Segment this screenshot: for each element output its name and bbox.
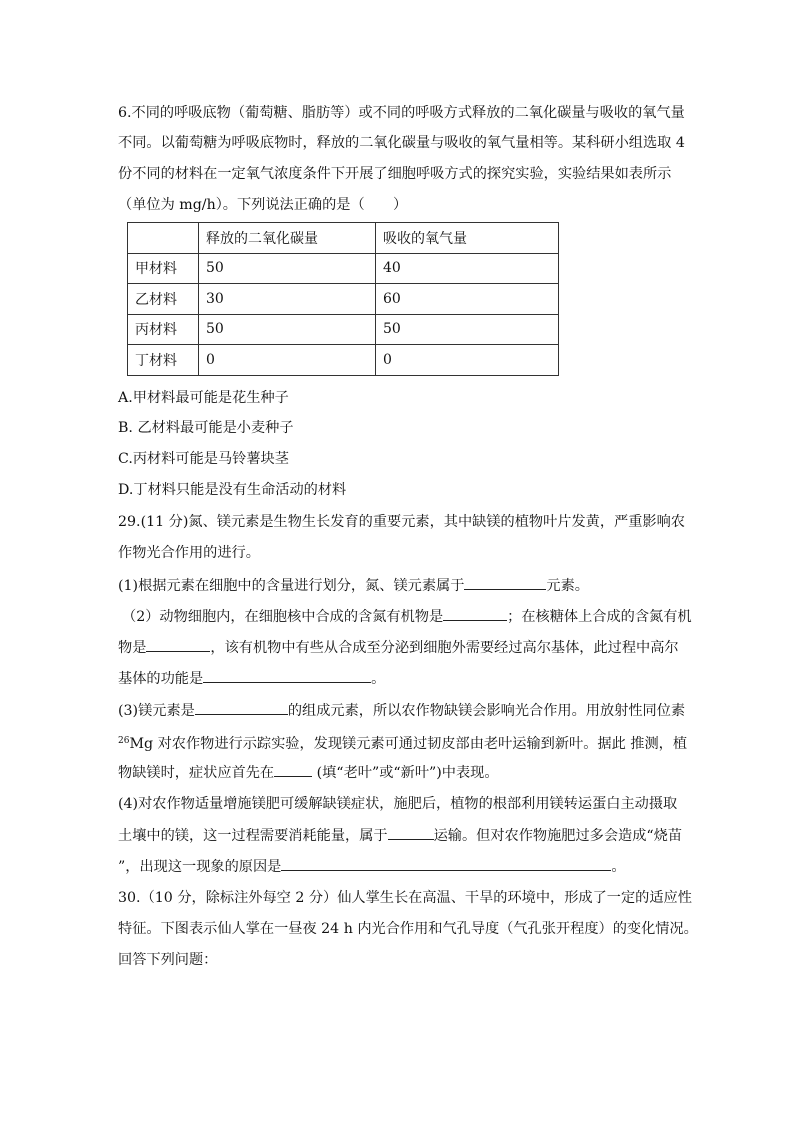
q29-part-2-text: 物是	[118, 640, 147, 656]
q6-option-c: C.丙材料可能是马铃薯块茎	[118, 451, 289, 467]
q29-part-3-text: 的组成元素，所以农作物缺镁会影响光合作用。用放射性同位素	[287, 703, 686, 719]
q30-line-3: 回答下列问题：	[118, 952, 218, 968]
q29-part-3-line-2	[118, 731, 687, 754]
q29-part-2-line-2	[118, 637, 679, 658]
q29-part-1-text: (1)根据元素在细胞中的含量进行划分，氮、镁元素属于	[118, 578, 465, 594]
q6-line-3: 份不同的材料在一定氧气浓度条件下开展了细胞呼吸方式的探究实验，实验结果如表所示	[118, 166, 672, 182]
table-cell: 0	[199, 345, 376, 376]
q29-line-1: 29.(11 分)氮、镁元素是生物生长发育的重要元素，其中缺镁的植物叶片发黄，严重影响农	[118, 514, 685, 530]
q29-part-2-text: 基体的功能是	[118, 671, 204, 687]
table-cell: 60	[376, 284, 559, 315]
table-cell: 丙材料	[128, 314, 199, 345]
q30-line-1: 30.（10 分，除标注外每空 2 分）仙人掌生长在高温、干旱的环境中，形成了一定的适应性	[118, 890, 692, 906]
table-cell: 50	[199, 253, 376, 284]
table-cell: 40	[376, 253, 559, 284]
table-row	[128, 284, 559, 315]
q6-line-4: （单位为 mg/h）。下列说法正确的是（ ）	[118, 197, 408, 213]
q6-option-a: A.甲材料最可能是花生种子	[118, 390, 289, 406]
q29-part-3-text: 物缺镁时，症状应首先在	[118, 765, 275, 781]
q29-part-4-text: 土壤中的镁，这一过程需要消耗能量，属于	[118, 828, 388, 844]
answer-blank[interactable]	[281, 856, 611, 871]
answer-blank[interactable]	[195, 700, 288, 715]
q29-part-2-end: 。	[371, 671, 386, 687]
q29-part-2-line-1	[122, 606, 692, 627]
q29-part-2-text: ，该有机物中有些从合成至分泌到细胞外需要经过高尔基体，此过程中高尔	[210, 640, 679, 656]
q29-part-2-text: ；在核糖体上合成的含氮有机	[507, 609, 692, 625]
q29-part-3-text: Mg 对农作物进行示踪实验，发现镁元素可通过韧皮部由老叶运输到新叶。据此 推测，植	[129, 736, 688, 752]
q29-part-2-text: （2）动物细胞内，在细胞核中合成的含氮有机物是	[122, 609, 444, 625]
isotope-mass-number: 26	[118, 736, 130, 746]
q29-part-3-text: (填“老叶”或“新叶”)中表现。	[312, 765, 499, 781]
q6-option-b: B. 乙材料最可能是小麦种子	[118, 420, 294, 436]
answer-blank[interactable]	[146, 637, 210, 652]
table-row	[128, 314, 559, 345]
q6-option-d: D.丁材料只能是没有生命活动的材料	[118, 482, 347, 498]
table-cell: 30	[199, 284, 376, 315]
answer-blank[interactable]	[443, 606, 507, 621]
table-cell: 50	[199, 314, 376, 345]
q29-part-4-text: ”，出现这一现象的原因是	[118, 859, 282, 875]
q29-line-2: 作物光合作用的进行。	[118, 545, 260, 561]
q29-part-1	[118, 575, 589, 596]
q30-line-2: 特征。下图表示仙人掌在一昼夜 24 h 内光合作用和气孔导度（气孔张开程度）的变化情况。	[118, 921, 698, 937]
table-row	[128, 345, 559, 376]
answer-blank[interactable]	[274, 762, 312, 777]
q6-line-1: 6.不同的呼吸底物（葡萄糖、脂肪等）或不同的呼吸方式释放的二氧化碳量与吸收的氧气量	[118, 105, 685, 121]
q29-part-4-text: 运输。但对农作物施肥过多会造成“烧苗	[433, 828, 683, 844]
table-header-row	[128, 223, 559, 254]
q29-part-4-line-3	[118, 856, 626, 877]
q29-part-4-line-2	[118, 825, 682, 846]
q29-part-1-end: 元素。	[546, 578, 589, 594]
table-row	[128, 253, 559, 284]
q6-data-table	[127, 222, 559, 376]
table-header-cell: 吸收的氧气量	[376, 223, 559, 254]
answer-blank[interactable]	[464, 575, 546, 590]
answer-blank[interactable]	[203, 668, 371, 683]
q29-part-3-text: (3)镁元素是	[118, 703, 195, 719]
table-cell: 乙材料	[128, 284, 199, 315]
q29-part-4-end: 。	[611, 859, 626, 875]
table-cell: 50	[376, 314, 559, 345]
q29-part-3-line-1	[118, 700, 685, 721]
q29-part-3-line-3	[118, 762, 499, 783]
q29-part-2-line-3	[118, 668, 385, 689]
table-cell: 丁材料	[128, 345, 199, 376]
table-cell: 甲材料	[128, 253, 199, 284]
answer-blank[interactable]	[388, 825, 434, 840]
table-header-cell	[128, 223, 199, 254]
q29-part-4-line-1: (4)对农作物适量增施镁肥可缓解缺镁症状，施肥后，植物的根部利用镁转运蛋白主动摄取	[118, 796, 678, 812]
table-cell: 0	[376, 345, 559, 376]
table-header-cell: 释放的二氧化碳量	[199, 223, 376, 254]
q6-line-2: 不同。以葡萄糖为呼吸底物时，释放的二氧化碳量与吸收的氧气量相等。某科研小组选取 4	[118, 135, 685, 151]
